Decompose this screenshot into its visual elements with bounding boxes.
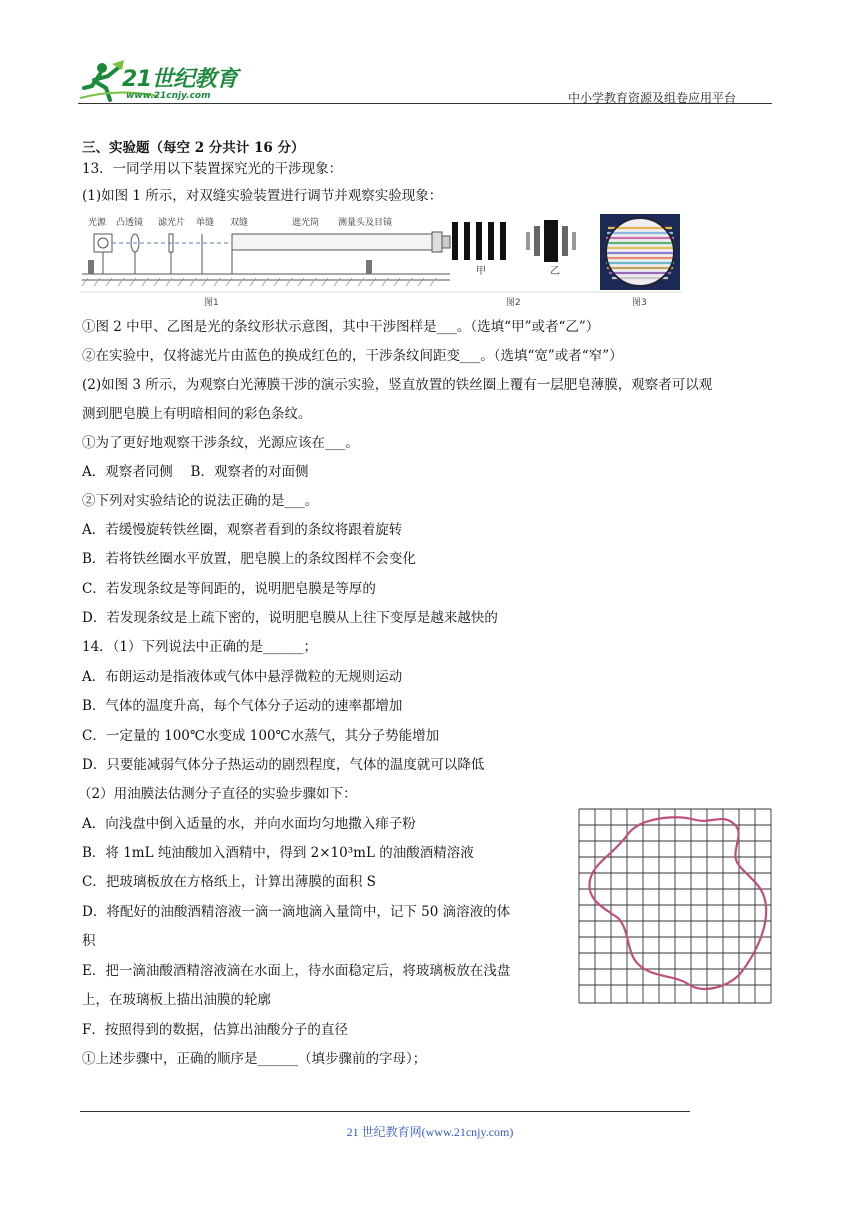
fig1-label: 遮光筒 [292, 218, 320, 228]
q14-step-f: F．按照得到的数据，估算出油酸分子的直径 [82, 1022, 348, 1038]
q14-step-d: D．将配好的油酸酒精溶液一滴一滴地滴入量筒中，记下 50 滴溶液的体 [82, 904, 511, 920]
q13-sub3-options: A．观察者同侧 B．观察者的对面侧 [82, 464, 309, 480]
q13-option-d: D．若发现条纹是上疏下密的，说明肥皂膜从上往下变厚是越来越快的 [82, 610, 498, 626]
logo-text: 21世纪教育 [122, 67, 238, 92]
q14-option-b: B．气体的温度升高，每个气体分子运动的速率都增加 [82, 698, 403, 714]
q14-step-d-cont: 积 [82, 933, 96, 949]
q13-stem: 13．一同学用以下装置探究光的干涉现象： [82, 161, 343, 177]
q13-option-b: B．若将铁丝圈水平放置，肥皂膜上的条纹图样不会变化 [82, 551, 416, 567]
q13-part2-line1: (2)如图 3 所示，为观察白光薄膜干涉的演示实验，竖直放置的铁丝圈上覆有一层肥皂薄膜，观察者可以观 [82, 377, 713, 393]
fig2-fringes-image [452, 220, 576, 277]
q14-option-d: D．只要能减弱气体分子热运动的剧烈程度，气体的温度就可以降低 [82, 757, 485, 773]
q14-option-a: A．布朗运动是指液体或气体中悬浮微粒的无规则运动 [82, 669, 403, 685]
q13-sub3: ①为了更好地观察干涉条纹，光源应该在___。 [82, 435, 359, 451]
q13-part1: (1)如图 1 所示，对双缝实验装置进行调节并观察实验现象： [82, 188, 443, 204]
header-divider [78, 103, 772, 104]
q14-step-e: E．把一滴油酸酒精溶液滴在水面上，待水面稳定后，将玻璃板放在浅盘 [82, 963, 511, 979]
q14-step-e-cont: 上，在玻璃板上描出油膜的轮廓 [82, 992, 271, 1008]
fig1-label: 单缝 [196, 218, 215, 228]
q14-part2: （2）用油膜法估测分子直径的实验步骤如下： [78, 786, 357, 802]
q14-option-c: C．一定量的 100℃水变成 100℃水蒸气，其分子势能增加 [82, 728, 440, 744]
q14-step-b: B．将 1mL 纯油酸加入酒精中，得到 2×10³mL 的油酸酒精溶液 [82, 845, 474, 861]
q14-sub1: ①上述步骤中，正确的顺序是______（填步骤前的字母）； [82, 1051, 427, 1067]
q14-step-a: A．向浅盘中倒入适量的水，并向水面均匀地撒入痱子粉 [82, 816, 416, 832]
logo-url: www.21cnjy.com [126, 91, 211, 101]
q14-stem: 14．（1）下列说法中正确的是______； [82, 639, 318, 655]
fig1-apparatus-image [80, 214, 682, 308]
footer-divider [80, 1111, 690, 1112]
section-title: 三、实验题（每空 2 分共计 16 分） [82, 140, 305, 156]
q13-option-c: C．若发现条纹是等间距的，说明肥皂膜是等厚的 [82, 581, 376, 597]
fig2-caption: 图2 [506, 298, 521, 308]
q13-sub4: ②下列对实验结论的说法正确的是___。 [82, 493, 319, 509]
q14-step-c: C．把玻璃板放在方格纸上，计算出薄膜的面积 S [82, 874, 376, 890]
platform-name: 中小学教育资源及组卷应用平台 [567, 91, 736, 105]
q13-sub2: ②在实验中，仅将滤光片由蓝色的换成红色的，干涉条纹间距变___。（选填“宽”或者“窄”） [82, 348, 623, 364]
fig1-caption: 图1 [204, 298, 219, 308]
fig2-label-yi: 乙 [550, 266, 560, 277]
q13-sub1: ①图 2 中甲、乙图是光的条纹形状示意图，其中干涉图样是___。（选填“甲”或者“乙”） [82, 319, 600, 335]
fig1-label: 光源 [88, 218, 107, 228]
fig3-caption: 图3 [632, 298, 647, 308]
fig1-label: 凸透镜 [116, 218, 144, 228]
fig3-soap-film-image [600, 214, 680, 290]
fig1-label: 测量头及目镜 [338, 218, 393, 228]
q13-part2-line2: 测到肥皂膜上有明暗相间的彩色条纹。 [82, 406, 312, 422]
q13-option-a: A．若缓慢旋转铁丝圈，观察者看到的条纹将跟着旋转 [82, 522, 403, 538]
footer-text: 21 世纪教育网(www.21cnjy.com) [346, 1125, 514, 1139]
figure-row [80, 214, 682, 308]
oil-film-grid-image [578, 808, 772, 1004]
fig1-label: 双缝 [230, 218, 249, 228]
fig1-label: 滤光片 [158, 218, 186, 228]
fig2-label-jia: 甲 [476, 266, 486, 277]
